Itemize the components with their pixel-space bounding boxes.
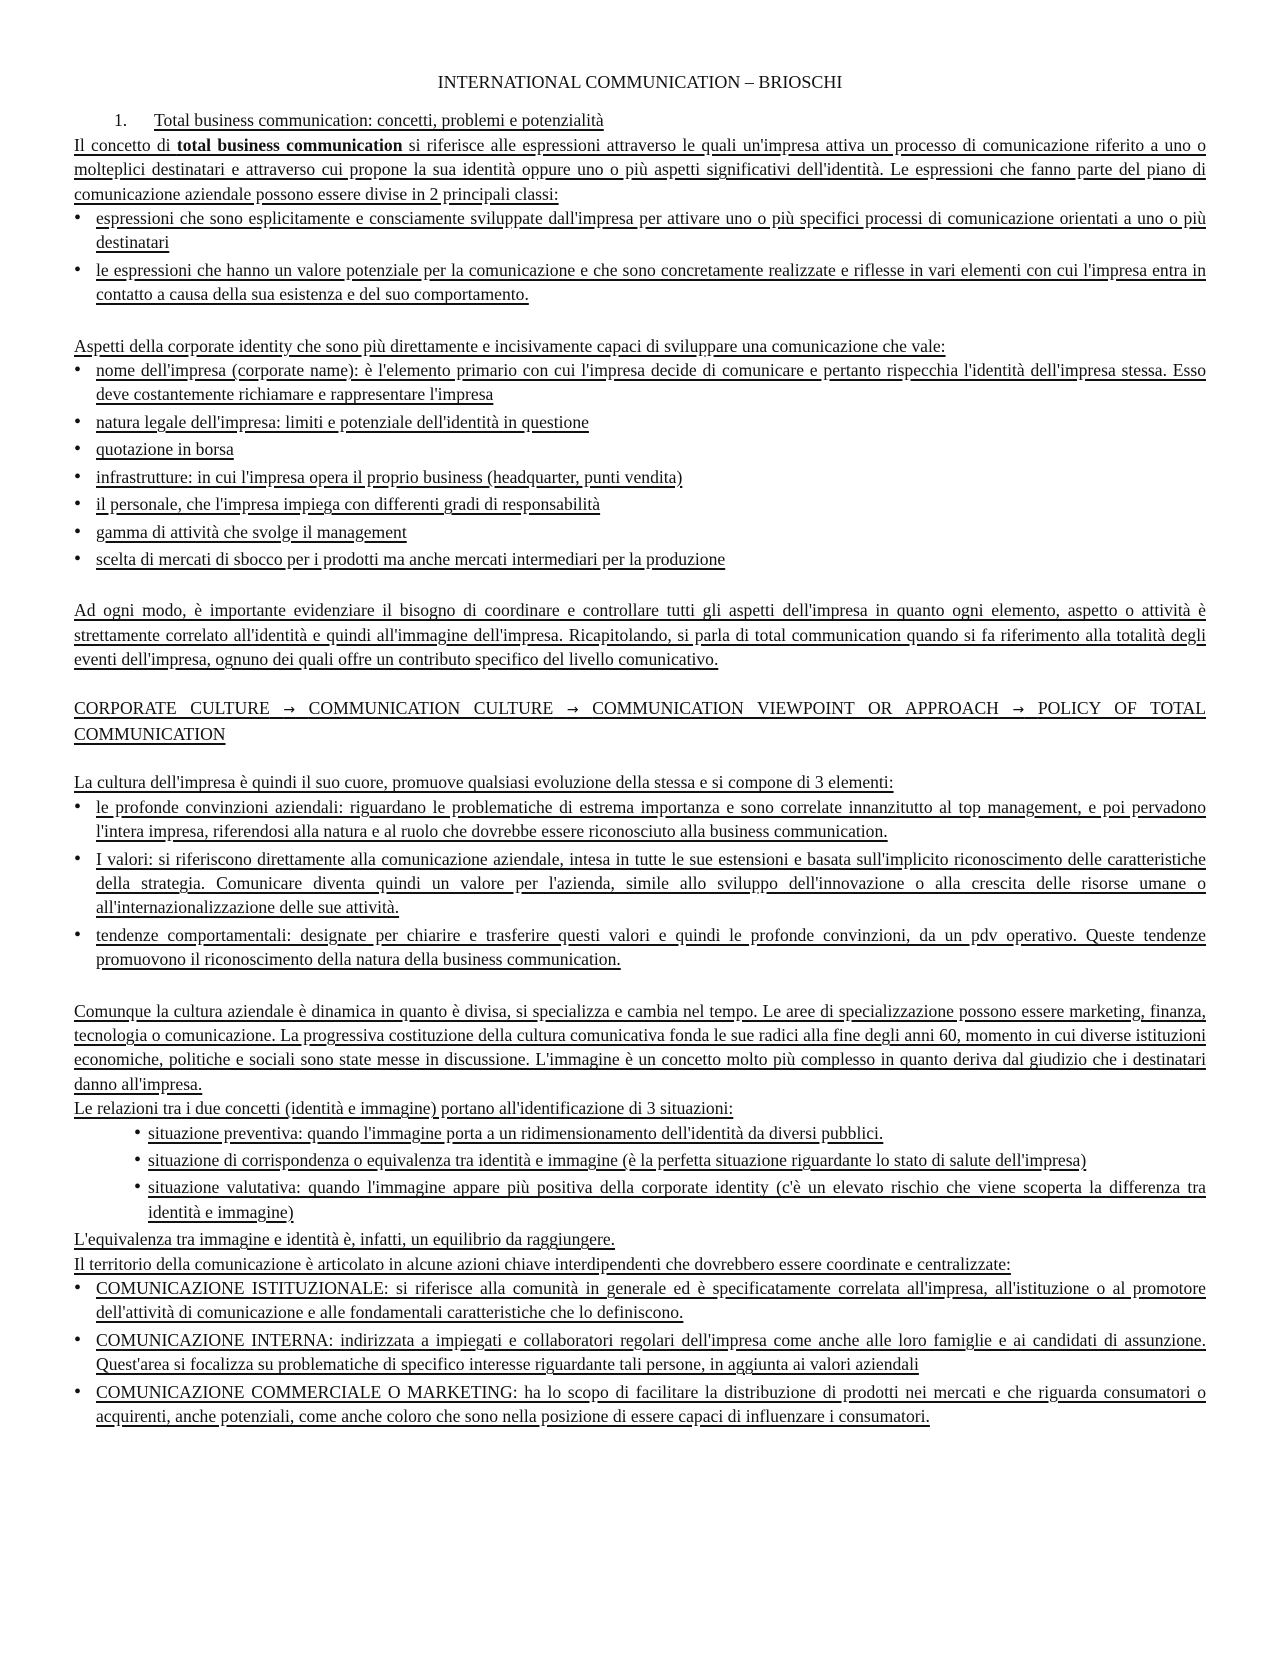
section-number: 1. <box>114 110 128 131</box>
intro-prefix: Il concetto di <box>74 134 177 155</box>
list-item: • COMUNICAZIONE COMMERCIALE O MARKETING: ha lo scopo di facilitare la distribuzione di prodotti nei mercati e che riguarda consumatori o acquirenti, anche potenziali, come anche coloro che sono nella posizione di essere capaci di influenzare i consumatori. <box>74 1380 1206 1429</box>
classes-list <box>74 206 1206 307</box>
list-item: • le espressioni che hanno un valore potenziale per la comunicazione e che sono concretamente realizzate e riflesse in vari elementi con cui l'impresa entra in contatto a causa della sua esistenza e del suo comportamento. <box>74 258 1206 307</box>
equilibrium-line: L'equivalenza tra immagine e identità è, infatti, un equilibrio da raggiungere. <box>74 1229 616 1250</box>
list-item: • il personale, che l'impresa impiega con differenti gradi di responsabilità <box>74 492 1206 516</box>
list-item: • gamma di attività che svolge il management <box>74 520 1206 544</box>
situations-list <box>74 1121 1206 1225</box>
intro-bold-term: total business communication <box>176 134 403 155</box>
list-item: • situazione di corrispondenza o equivalenza tra identità e immagine (è la perfetta situazione riguardante lo stato di salute dell'impresa) <box>134 1148 1206 1172</box>
list-item: • le profonde convinzioni aziendali: riguardano le problematiche di estrema importanza e sono correlate innanzitutto al top management, e poi pervadono l'intera impresa, riferendosi alla natura e al ruolo che dovrebbe essere riconosciuto alla business communication. <box>74 795 1206 844</box>
dynamic-paragraph: Comunque la cultura aziendale è dinamica in quanto è divisa, si specializza e cambia nel tempo. Le aree di specializzazione possono essere marketing, finanza, tecnologia o comunicazione. La progressiva costituzione della cultura comunicativa fonda le sue radici alla fine degli anni 60, momento in cui diverse istituzioni economiche, politiche e sociali sono state messe in discussione. L'immagine è un concetto molto più complesso in quanto deriva dal giudizio che i destinatari danno all'impresa. <box>74 1000 1206 1094</box>
intro-paragraph <box>74 133 1206 206</box>
arrow-right-icon: → <box>283 701 296 718</box>
list-item: • COMUNICAZIONE ISTITUZIONALE: si riferisce alla comunità in generale ed è specificatamente correlata all'impresa, all'istituzione o al promotore dell'attività di comunicazione e alle fondamentali caratteristiche che lo definiscono. <box>74 1276 1206 1325</box>
aspects-list <box>74 358 1206 571</box>
list-item: • espressioni che sono esplicitamente e consciamente sviluppate dall'impresa per attivare uno o più specifici processi di comunicazione orientati a uno o più destinatari <box>74 206 1206 255</box>
communication-types-list <box>74 1276 1206 1428</box>
list-item: • COMUNICAZIONE INTERNA: indirizzata a impiegati e collaboratori regolari dell'impresa come anche alle loro famiglie e ai candidati di assunzione. Quest'area si focalizza su problematiche di specifico interesse riguardante tali persone, in aggiunta ai valori aziendali <box>74 1328 1206 1377</box>
document-title: INTERNATIONAL COMMUNICATION – BRIOSCHI <box>437 72 843 92</box>
culture-chain: CORPORATE CULTURE → COMMUNICATION CULTURE → COMMUNICATION VIEWPOINT OR APPROACH → POLICY OF TOTAL COMMUNICATION <box>74 697 1206 744</box>
culture-elements-list <box>74 795 1206 972</box>
intro-rest: si riferisce alle espressioni attraverso le quali un'impresa attiva un processo di comunicazione riferito a uno o molteplici destinatari e attraverso cui propone la sua identità oppure uno o più aspetti significativi dell'identità. Le espressioni che fanno parte del piano di comunicazione aziendale possono essere divise in 2 principali classi: <box>74 134 1206 204</box>
aspects-intro: Aspetti della corporate identity che sono più direttamente e incisivamente capaci di sviluppare una comunicazione che vale: <box>74 335 946 356</box>
list-item: • I valori: si riferiscono direttamente alla comunicazione aziendale, intesa in tutte le sue estensioni e basata sull'implicito riconoscimento delle caratteristiche della strategia. Comunicare diventa quindi un valore per l'azienda, simile allo sviluppo dell'innovazione o alla crescita delle risorse umane o all'internazionalizzazione delle sue attività. <box>74 847 1206 920</box>
list-item: • quotazione in borsa <box>74 437 1206 461</box>
arrow-right-icon: → <box>1012 701 1025 718</box>
territory-line: Il territorio della comunicazione è articolato in alcune azioni chiave interdipendenti che dovrebbero essere coordinate e centralizzate: <box>74 1253 1011 1274</box>
list-item: • scelta di mercati di sbocco per i prodotti ma anche mercati intermediari per la produzione <box>74 547 1206 571</box>
culture-intro: La cultura dell'impresa è quindi il suo cuore, promuove qualsiasi evoluzione della stessa e si compone di 3 elementi: <box>74 772 894 793</box>
section-title: Total business communication: concetti, problemi e potenzialità <box>154 110 604 131</box>
list-item: • infrastrutture: in cui l'impresa opera il proprio business (headquarter, punti vendita) <box>74 465 1206 489</box>
list-item: • situazione valutativa: quando l'immagine appare più positiva della corporate identity (c'è un elevato rischio che viene scoperta la differenza tra identità e immagine) <box>134 1175 1206 1224</box>
list-item: • nome dell'impresa (corporate name): è l'elemento primario con cui l'impresa decide di comunicare e pertanto rispecchia l'identità dell'impresa stessa. Esso deve costantemente richiamare e rappresentare l'impresa <box>74 358 1206 407</box>
list-item: • tendenze comportamentali: designate per chiarire e trasferire questi valori e quindi le profonde convinzioni, da un pdv operativo. Queste tendenze promuovono il riconoscimento della natura della business communication. <box>74 923 1206 972</box>
arrow-right-icon: → <box>566 701 579 718</box>
list-item: • situazione preventiva: quando l'immagine porta a un ridimensionamento dell'identità da diversi pubblici. <box>134 1121 1206 1145</box>
document-page <box>74 70 1206 1432</box>
list-item: • natura legale dell'impresa: limiti e potenziale dell'identità in questione <box>74 410 1206 434</box>
coordination-paragraph: Ad ogni modo, è importante evidenziare il bisogno di coordinare e controllare tutti gli aspetti dell'impresa in quanto ogni elemento, aspetto o attività è strettamente correlato all'identità e quindi all'immagine dell'impresa. Ricapitolando, si parla di total communication quando si fa riferimento alla totalità degli eventi dell'impresa, ognuno dei quali offre un contributo specifico del livello comunicativo. <box>74 600 1206 670</box>
relations-intro: Le relazioni tra i due concetti (identità e immagine) portano all'identificazione di 3 situazioni: <box>74 1098 734 1119</box>
section-heading <box>114 108 1206 132</box>
